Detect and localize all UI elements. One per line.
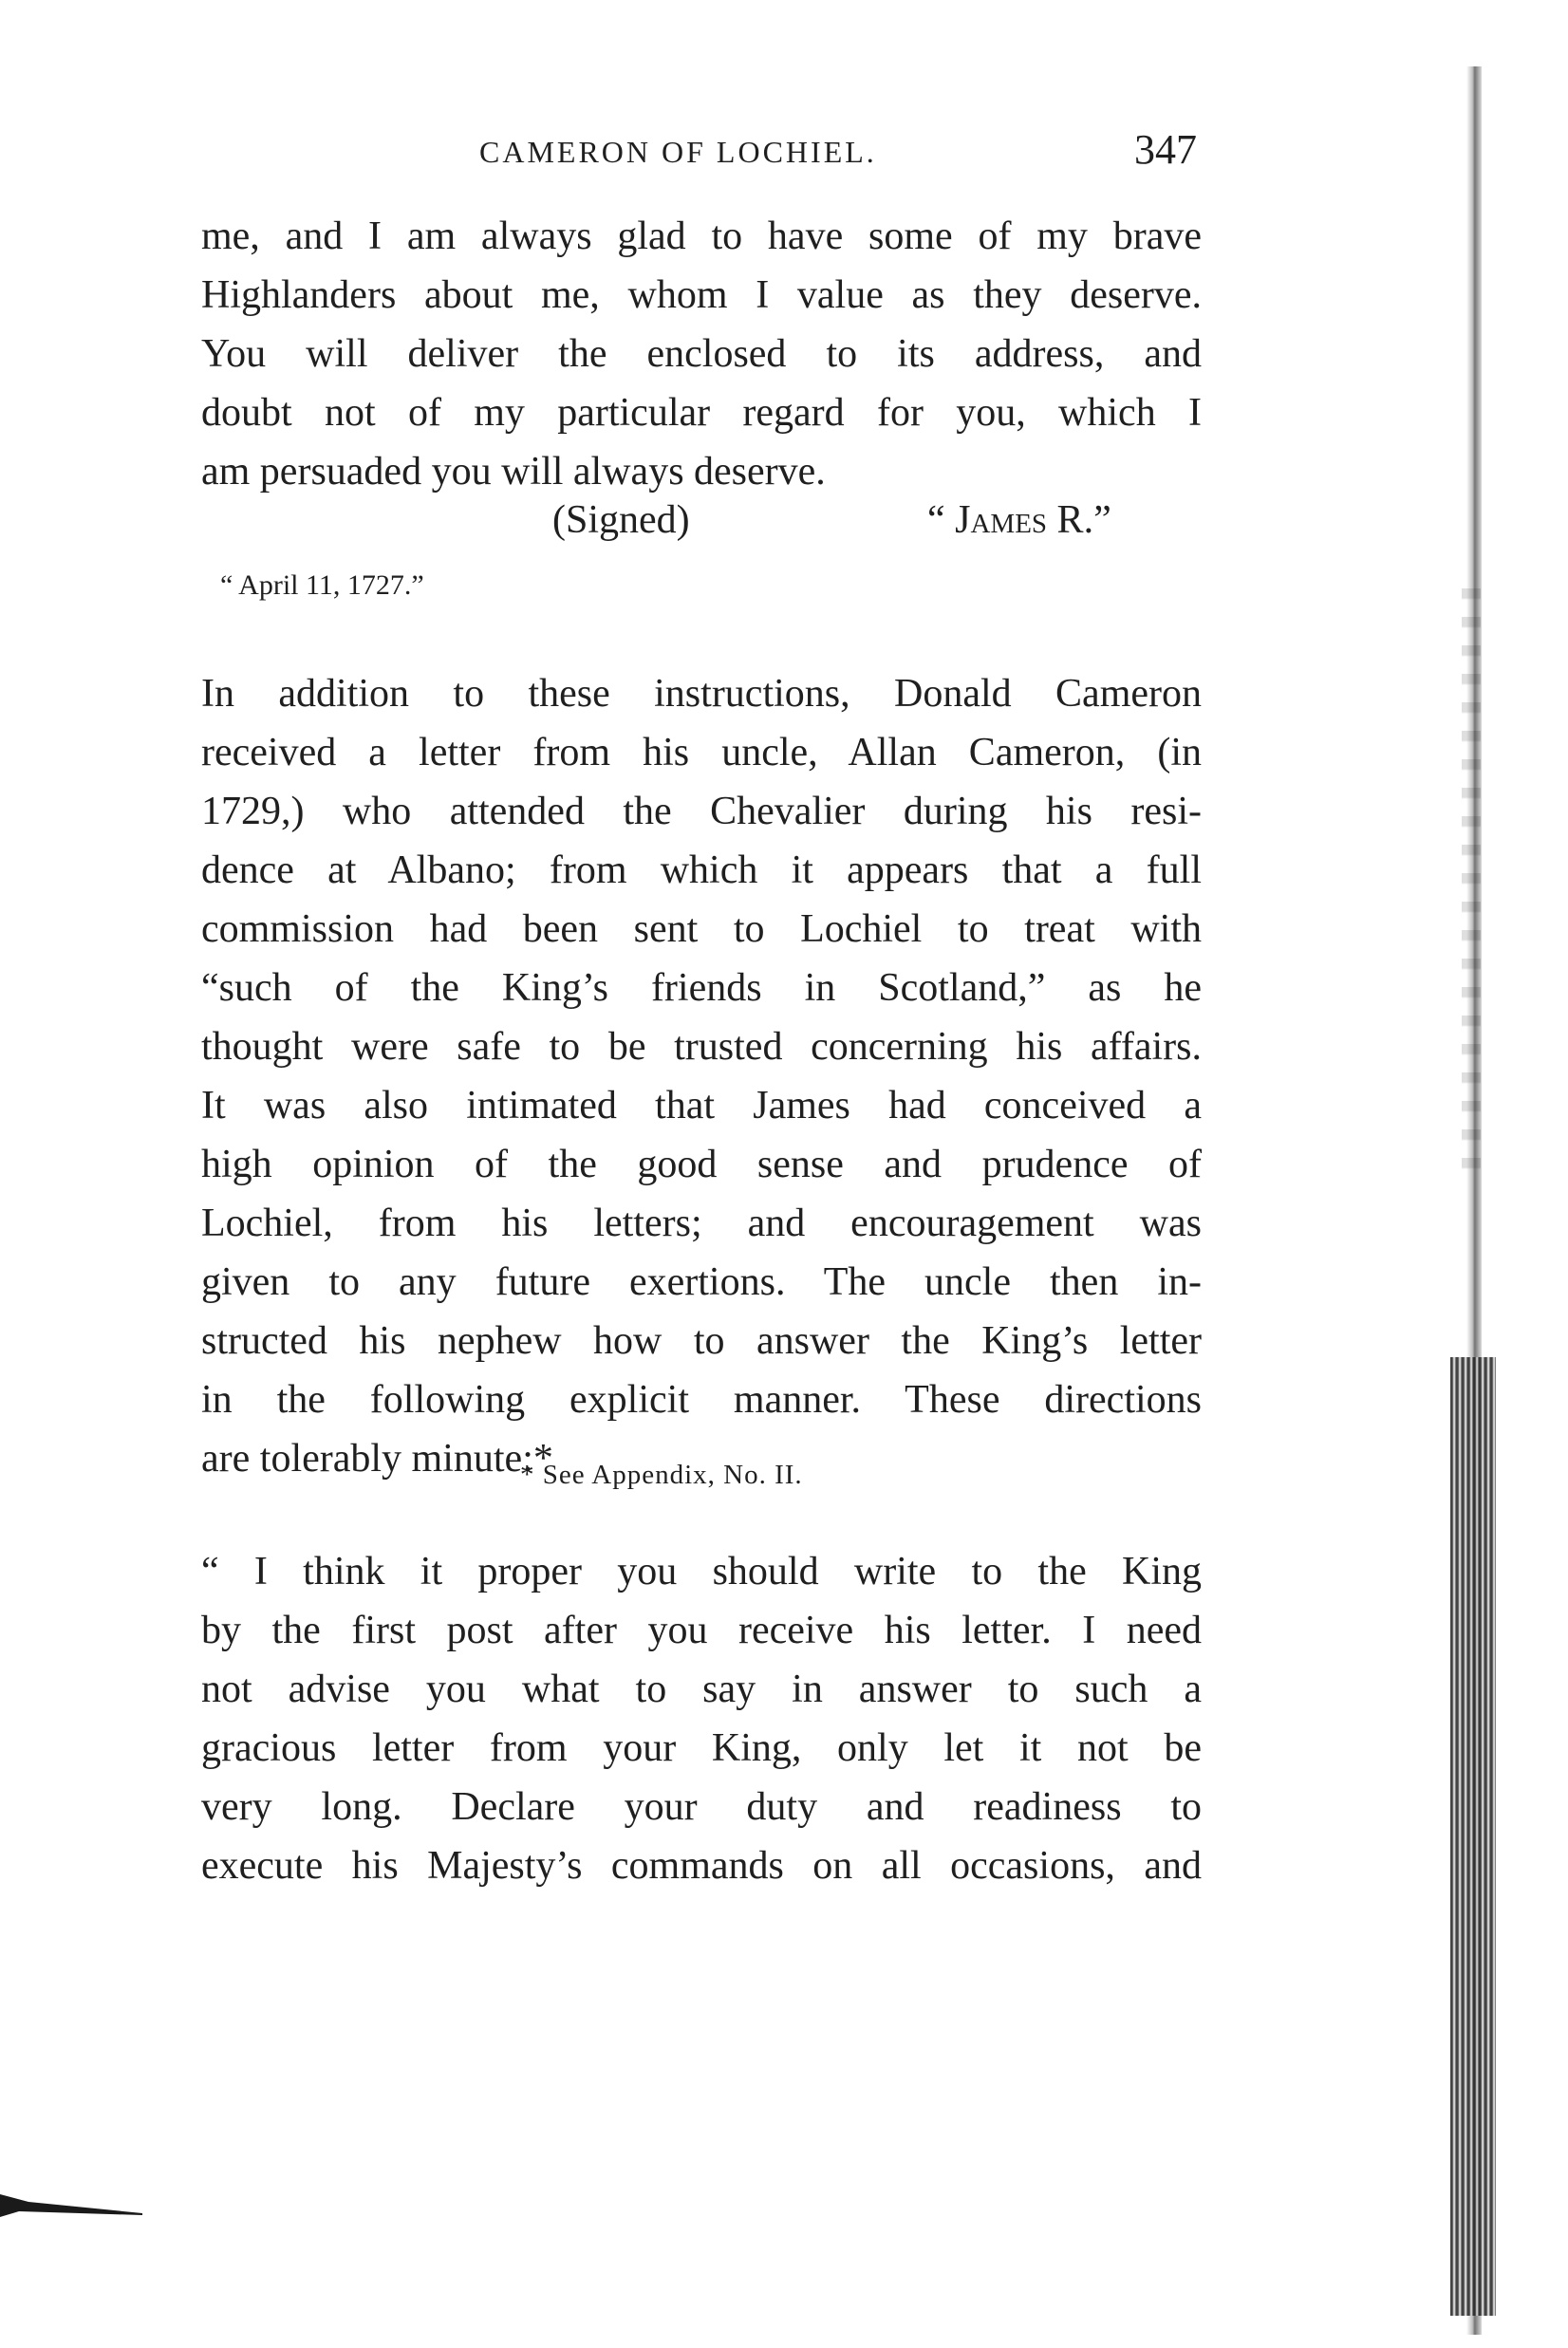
text-line: high opinion of the good sense and prudence of: [201, 1143, 1202, 1186]
text-line: “such of the King’s friends in Scotland,” as he: [201, 966, 1202, 1010]
page-edge-texture: [1462, 588, 1481, 1177]
text-line: dence at Albano; from which it appears that a full: [201, 848, 1202, 892]
text-line: “ I think it proper you should write to the King: [201, 1550, 1202, 1593]
text-line: me, and I am always glad to have some of my brave: [201, 214, 1202, 258]
running-title: CAMERON OF LOCHIEL.: [479, 135, 877, 169]
text-line: by the first post after you receive his letter. I need: [201, 1609, 1202, 1652]
text-line: Highlanders about me, whom I value as they deserve.: [201, 273, 1202, 317]
text-line: given to any future exertions. The uncle then in-: [201, 1260, 1202, 1304]
signature-row: [201, 497, 1202, 554]
text-line: In addition to these instructions, Donald Cameron: [201, 672, 1202, 716]
text-line: not advise you what to say in answer to such a: [201, 1668, 1202, 1711]
page-edge-stack: [1450, 1357, 1496, 2316]
footnote: * See Appendix, No. II.: [520, 1460, 803, 1490]
text-line: Lochiel, from his letters; and encouragement was: [201, 1202, 1202, 1245]
text-line: am persuaded you will always deserve.: [201, 450, 826, 494]
text-line: are tolerably minute:*: [201, 1437, 553, 1481]
text-line: doubt not of my particular regard for you, which I: [201, 391, 1202, 435]
corner-scan-mark: [0, 2192, 142, 2221]
letter-date: “ April 11, 1727.”: [220, 569, 424, 601]
quoted-letter-paragraph: [201, 1542, 1202, 1895]
text-line: very long. Declare your duty and readiness to: [201, 1785, 1202, 1829]
letter-end-paragraph: [201, 207, 1202, 501]
text-line: It was also intimated that James had conceived a: [201, 1084, 1202, 1127]
text-line: thought were safe to be trusted concerning his affairs.: [201, 1025, 1202, 1069]
page-number: 347: [1134, 126, 1197, 173]
text-line: structed his nephew how to answer the King’s letter: [201, 1319, 1202, 1363]
text-line: execute his Majesty’s commands on all occasions, and: [201, 1844, 1202, 1888]
signature: “ James R.”: [927, 498, 1111, 542]
text-line: 1729,) who attended the Chevalier during his resi-: [201, 790, 1202, 833]
signed-label: (Signed): [552, 498, 690, 542]
text-line: gracious letter from your King, only let it not be: [201, 1726, 1202, 1770]
text-line: You will deliver the enclosed to its address, and: [201, 332, 1202, 376]
text-line: commission had been sent to Lochiel to treat with: [201, 907, 1202, 951]
text-line: in the following explicit manner. These directions: [201, 1378, 1202, 1422]
text-line: received a letter from his uncle, Allan Cameron, (in: [201, 731, 1202, 774]
narrative-paragraph: [201, 664, 1202, 1488]
